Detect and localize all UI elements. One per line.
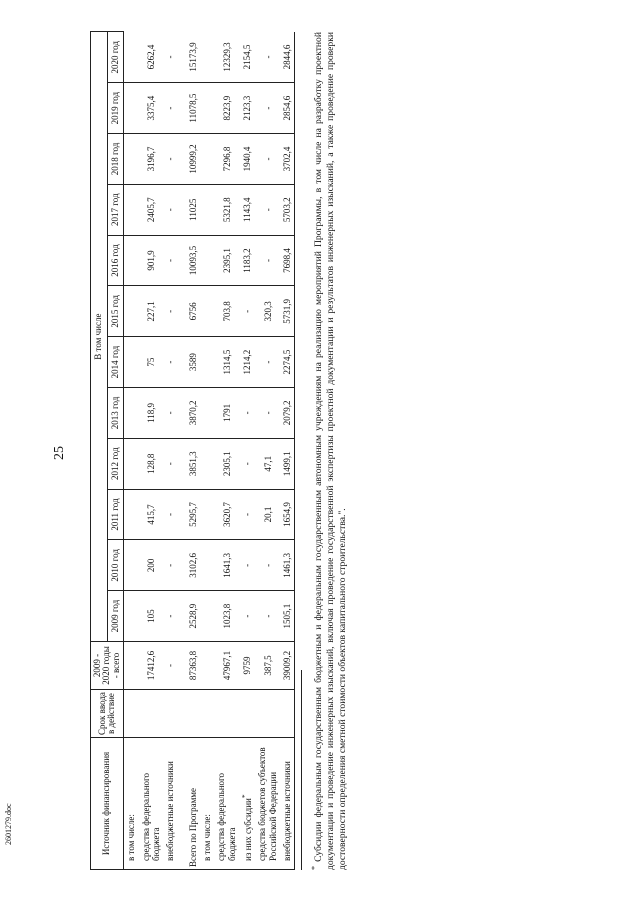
row-value: 2079,2 — [280, 388, 295, 439]
row-value: 75 — [139, 337, 164, 388]
row-value: 1505,1 — [280, 591, 295, 642]
table-row — [139, 32, 164, 870]
row-value: - — [255, 134, 280, 185]
row-value — [124, 438, 139, 489]
row-value: - — [163, 489, 177, 540]
row-term — [239, 690, 255, 738]
row-value: 1214,2 — [239, 337, 255, 388]
row-value: - — [239, 438, 255, 489]
row-value: 703,8 — [214, 286, 239, 337]
row-value: 2154,5 — [239, 32, 255, 83]
row-value — [200, 134, 214, 185]
row-value: - — [255, 184, 280, 235]
row-value: - — [255, 540, 280, 591]
table-row — [280, 32, 295, 870]
row-value: 1143,4 — [239, 184, 255, 235]
row-value: 1791 — [214, 388, 239, 439]
rotated-page-content — [90, 30, 550, 870]
row-value: - — [163, 540, 177, 591]
row-term — [214, 690, 239, 738]
row-value: 10093,5 — [178, 235, 200, 286]
row-value: - — [163, 591, 177, 642]
row-value — [200, 337, 214, 388]
header-year: 2015 год — [107, 286, 124, 337]
header-year: 2020 год — [107, 32, 124, 83]
header-year: 2016 год — [107, 235, 124, 286]
header-year: 2019 год — [107, 83, 124, 134]
row-value: 3620,7 — [214, 489, 239, 540]
row-label — [214, 738, 239, 870]
row-value: 3589 — [178, 337, 200, 388]
row-value: 7698,4 — [280, 235, 295, 286]
row-value: 3702,4 — [280, 134, 295, 185]
row-value — [200, 489, 214, 540]
row-value: 128,8 — [139, 438, 164, 489]
row-value: - — [239, 286, 255, 337]
row-value — [124, 591, 139, 642]
footnote-text: Субсидии федеральным государственным бюджетным и федеральным государственным автономным учреждениям на реализацию мероприятий Программы, в том числе на разработку проектной документации и проведение инженерных изысканий, включая проведение государственной экспертизы проектной документации и результатов инженерных изысканий, а также проведение проверки достоверности определения сметной стоимости объектов капитального строительства.". — [313, 32, 349, 870]
table-row — [239, 32, 255, 870]
row-value: 2274,5 — [280, 337, 295, 388]
row-value: 7296,8 — [214, 134, 239, 185]
row-label-text: в том числе: — [202, 814, 213, 861]
table-row — [200, 32, 214, 870]
row-total: 9759 — [239, 642, 255, 690]
row-value: 47,1 — [255, 438, 280, 489]
row-label — [255, 738, 280, 870]
row-value: - — [255, 337, 280, 388]
row-value: - — [163, 438, 177, 489]
page-number: 25 — [52, 446, 67, 460]
row-value: 5321,8 — [214, 184, 239, 235]
row-value: 415,7 — [139, 489, 164, 540]
row-value: 20,1 — [255, 489, 280, 540]
row-total: 387,5 — [255, 642, 280, 690]
row-value: 1314,5 — [214, 337, 239, 388]
row-value — [200, 83, 214, 134]
table-row — [178, 32, 200, 870]
row-total: - — [163, 642, 177, 690]
row-label — [280, 738, 295, 870]
header-year: 2018 год — [107, 134, 124, 185]
row-value: 3196,7 — [139, 134, 164, 185]
table-row — [214, 32, 239, 870]
footnote — [310, 32, 348, 870]
row-value: - — [163, 83, 177, 134]
row-term — [124, 690, 139, 738]
row-term — [178, 690, 200, 738]
row-value: 8223,9 — [214, 83, 239, 134]
header-year: 2017 год — [107, 184, 124, 235]
row-value: - — [163, 184, 177, 235]
header-total: 2009 - 2020 годы - всего — [91, 642, 124, 690]
row-value — [200, 32, 214, 83]
row-value: - — [163, 337, 177, 388]
row-term — [255, 690, 280, 738]
row-value: 3375,4 — [139, 83, 164, 134]
row-value: 3851,3 — [178, 438, 200, 489]
row-label-text: средства федерального бюджета — [140, 773, 161, 861]
row-value: 3870,2 — [178, 388, 200, 439]
row-value: - — [163, 388, 177, 439]
row-value: 105 — [139, 591, 164, 642]
row-value: 1499,1 — [280, 438, 295, 489]
table-row — [124, 32, 139, 870]
row-value: 2844,6 — [280, 32, 295, 83]
header-source: Источник финансирования — [91, 738, 124, 870]
row-value — [124, 337, 139, 388]
row-label-text: в том числе: — [126, 814, 137, 861]
row-value: 2395,1 — [214, 235, 239, 286]
row-value — [200, 286, 214, 337]
row-value: - — [163, 32, 177, 83]
row-value: - — [163, 134, 177, 185]
row-value: - — [255, 83, 280, 134]
row-value — [124, 388, 139, 439]
row-value — [124, 540, 139, 591]
row-value: 6262,4 — [139, 32, 164, 83]
row-total: 87363,8 — [178, 642, 200, 690]
row-value: 3102,6 — [178, 540, 200, 591]
row-value: 2528,9 — [178, 591, 200, 642]
row-value — [200, 540, 214, 591]
row-label — [163, 738, 177, 870]
row-value: 227,1 — [139, 286, 164, 337]
row-value — [124, 134, 139, 185]
header-term: Срок ввода в действие — [91, 690, 124, 738]
row-value — [200, 184, 214, 235]
row-value — [124, 32, 139, 83]
row-total: 17412,6 — [139, 642, 164, 690]
row-value: 1183,2 — [239, 235, 255, 286]
header-year: 2009 год — [107, 591, 124, 642]
row-value — [124, 235, 139, 286]
row-label-text: Всего по Программе — [187, 788, 198, 867]
row-value: 1023,8 — [214, 591, 239, 642]
row-term — [139, 690, 164, 738]
table-body — [124, 32, 295, 870]
row-value: - — [255, 235, 280, 286]
row-value: 15173,9 — [178, 32, 200, 83]
row-value — [124, 184, 139, 235]
row-value: 5731,9 — [280, 286, 295, 337]
row-total — [124, 642, 139, 690]
row-value: - — [163, 235, 177, 286]
footnote-mark: * — [310, 866, 320, 870]
header-year: 2011 год — [107, 489, 124, 540]
row-value: 5703,2 — [280, 184, 295, 235]
row-value — [200, 591, 214, 642]
row-value: - — [163, 286, 177, 337]
footnote-divider — [301, 670, 302, 870]
row-value: 1940,4 — [239, 134, 255, 185]
row-label — [200, 738, 214, 870]
row-value: 10999,2 — [178, 134, 200, 185]
row-value: 1654,9 — [280, 489, 295, 540]
row-footnote-mark: * — [240, 794, 250, 799]
row-label — [124, 738, 139, 870]
row-label — [239, 738, 255, 870]
row-value — [124, 489, 139, 540]
financing-table — [90, 31, 295, 870]
row-value: - — [255, 388, 280, 439]
row-value: 320,3 — [255, 286, 280, 337]
row-value: - — [239, 540, 255, 591]
row-value: 11078,5 — [178, 83, 200, 134]
row-value — [124, 83, 139, 134]
row-value: 11025 — [178, 184, 200, 235]
row-label-text: средства бюджетов субъектов Российской Федерации — [257, 747, 278, 861]
row-value: 2854,6 — [280, 83, 295, 134]
row-label-text: из них субсидии — [243, 798, 254, 861]
row-term — [200, 690, 214, 738]
row-value — [200, 235, 214, 286]
row-label — [139, 738, 164, 870]
row-value: 2305,1 — [214, 438, 239, 489]
row-value: 5295,7 — [178, 489, 200, 540]
row-value: 200 — [139, 540, 164, 591]
row-value: 2123,3 — [239, 83, 255, 134]
row-label-text: средства федерального бюджета — [216, 773, 237, 861]
row-term — [163, 690, 177, 738]
header-year: 2013 год — [107, 388, 124, 439]
row-value: 12329,3 — [214, 32, 239, 83]
row-value: 118,9 — [139, 388, 164, 439]
row-value: - — [239, 489, 255, 540]
row-label-text: внебюджетные источники — [282, 761, 293, 861]
header-in-that-number: В том числе — [91, 32, 108, 642]
table-row — [255, 32, 280, 870]
header-year: 2010 год — [107, 540, 124, 591]
row-value — [200, 438, 214, 489]
header-year: 2014 год — [107, 337, 124, 388]
row-value — [200, 388, 214, 439]
row-value: - — [239, 591, 255, 642]
table-row — [163, 32, 177, 870]
row-value: 1461,3 — [280, 540, 295, 591]
row-value: 6756 — [178, 286, 200, 337]
row-value: 901,9 — [139, 235, 164, 286]
row-value: - — [255, 591, 280, 642]
row-term — [280, 690, 295, 738]
row-value: 2405,7 — [139, 184, 164, 235]
row-value: 1641,3 — [214, 540, 239, 591]
document-file-label: 2601279.doc — [4, 803, 13, 845]
row-total — [200, 642, 214, 690]
header-year: 2012 год — [107, 438, 124, 489]
row-total: 39009,2 — [280, 642, 295, 690]
row-value — [124, 286, 139, 337]
row-label — [178, 738, 200, 870]
row-label-text: внебюджетные источники — [165, 761, 176, 861]
row-value: - — [239, 388, 255, 439]
row-total: 47967,1 — [214, 642, 239, 690]
row-value: - — [255, 32, 280, 83]
